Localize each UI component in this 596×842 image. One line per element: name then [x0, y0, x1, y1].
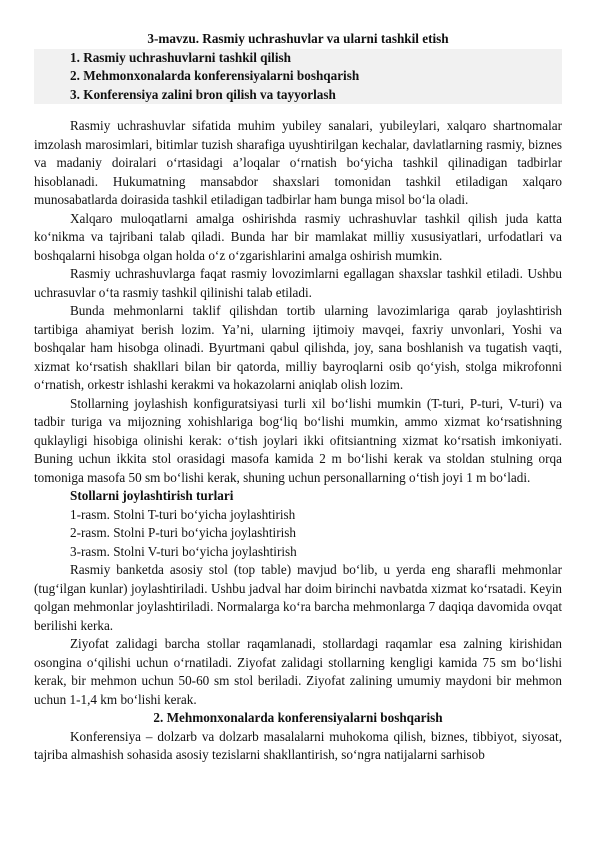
- paragraph-6: Rasmiy banketda asosiy stol (top table) mavjud bo‘lib, u yerda eng sharafli mehmonlar (tug‘ilgan kunlar) joylashtiriladi. Ushbu jadval har doim birinchi navbatda xizmat ko‘rsatadi. Keyin qolgan mehmonlar joylashtiriladi. Normalarga ko‘ra barcha mehmonlarga 7 daqiqa davomida ovqat berilishi kerka.: [34, 562, 562, 633]
- spacer: [34, 104, 562, 117]
- paragraph-7: Ziyofat zalidagi barcha stollar raqamlanadi, stollardagi raqamlar esa zalning kirishidan osongina o‘qilishi uchun o‘rnatiladi. Ziyofat zalidagi stollarning kengligi kamida 75 sm bo‘lishi kerak, bir mehmon uchun 50-60 sm stol beriladi. Ziyofat zalining umumiy maydoni bir mehmon uchun 1-1,4 km bo‘lishi kerak.: [34, 636, 562, 707]
- figure-caption-2: 2-rasm. Stolni P-turi bo‘yicha joylashtirish: [70, 525, 296, 540]
- section-2-paragraph: Konferensiya – dolzarb va dolzarb masalalarni muhokoma qilish, biznes, tibbiyot, siyosat, tajriba almashish sohasida asosiy tezislarni shakllantirish, so‘ngra natijalarni sarhisob: [34, 728, 562, 762]
- section-2-heading: 2. Mehmonxonalarda konferensiyalarni boshqarish: [153, 710, 443, 725]
- document-title: 3-mavzu. Rasmiy uchrashuvlar va ularni tashkil etish: [147, 31, 449, 46]
- paragraph-2: Xalqaro muloqatlarni amalga oshirishda rasmiy uchrashuvlar tashkil qilish juda katta ko‘nikma va tajribani talab qiladi. Bunda har bir mamlakat milliy xususiyatlari, urfodatlari va boshqalarni hisobga olgan holda o‘z o‘zgarishlarini amalga oshirish mumkin.: [34, 210, 562, 263]
- toc-item-2: 2. Mehmonxonalarda konferensiyalarni boshqarish: [34, 67, 562, 86]
- toc-item-3: 3. Konferensiya zalini bron qilish va tayyorlash: [34, 86, 562, 105]
- paragraph-1: Rasmiy uchrashuvlar sifatida muhim yubiley sanalari, yubileylari, xalqaro shartnomalar imzolash marosimlari, bitimlar tuzish sharafiga uyushtirilgan kechalar, davlatlarning rasmiy, biznes va madaniy doiralari o‘rtasidagi a’loqalar o‘rnatish bo‘yicha tashkil qilinadigan tadbirlar hisoblanadi. Hukumatning mansabdor shaxslari tomonidan tashkil etiladigan xalqaro munosabatlarda doirasida tashkil etiladigan tadbirlar ham bunga misol bo‘la oladi.: [34, 118, 562, 207]
- paragraph-3: Rasmiy uchrashuvlarga faqat rasmiy lovozimlarni egallagan shaxslar tashkil etiladi. Ushbu uchrasuvlar o‘ta rasmiy tashkil qilinishi talab etiladi.: [34, 266, 562, 300]
- subheading-table-arrangements: Stollarni joylashtirish turlari: [70, 488, 234, 503]
- paragraph-4: Bunda mehmonlarni taklif qilishdan tortib ularning lavozimlariga qarab joylashtirish tartibiga ahamiyat berish lozim. Ya’ni, ularning ijtimoiy mavqei, faxriy unvonlari, Yoshi va boshqalar ham hisobga olinadi. Byurtmani qabul qilishda, joy, sana boshlanish va tugatish vaqti, xizmat ko‘rsatish shakllari bilan bir qatorda, milliy bayroqlarni osib qo‘yish, stolga mikrofonni o‘rnatish, orkestr ishlashi kerakmi va hokazolarni aniqlab olish lozim.: [34, 303, 562, 392]
- document-page: [34, 30, 562, 765]
- figure-caption-3: 3-rasm. Stolni V-turi bo‘yicha joylashtirish: [70, 543, 297, 559]
- paragraph-5: Stollarning joylashish konfiguratsiyasi turli xil bo‘lishi mumkin (T-turi, P-turi, V-turi) va tadbir turiga va mijozning xohishlariga bog‘liq bo‘lishi mumkin, ammo xizmat ko‘rsatishning quklayligi hisobiga olinishi kerak: o‘tish joylari ikki ofitsiantning xizmat ko‘rsatish imkoniyati. Buning uchun ikkita stol orasidagi masofa kamida 2 m bo‘lishi kerak va stoldan stulning orqa tomoniga masofa 50 sm bo‘lishi kerak, shuning uchun personallarning o‘tish joyi 1 m bo‘ladi.: [34, 395, 562, 485]
- toc-item-1: 1. Rasmiy uchrashuvlarni tashkil qilish: [34, 49, 562, 68]
- figure-caption-1: 1-rasm. Stolni T-turi bo‘yicha joylashtirish: [70, 506, 296, 522]
